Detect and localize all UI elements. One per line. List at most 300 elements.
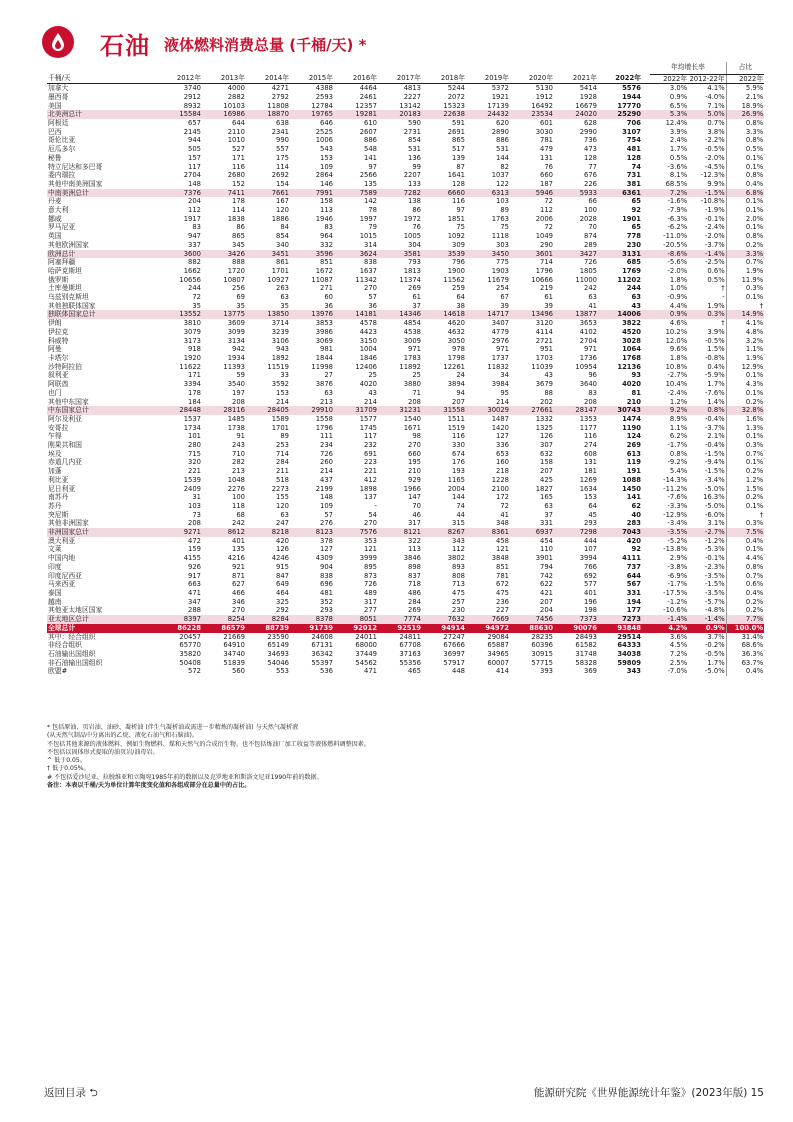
value-cell: 10954 bbox=[575, 362, 597, 371]
share-cell: 0.1% bbox=[726, 197, 764, 206]
growth-cell: 5.4% bbox=[669, 467, 688, 476]
value-cell: 43 bbox=[544, 371, 553, 380]
value-cell: 917 bbox=[188, 571, 201, 580]
value-cell: 39 bbox=[500, 301, 509, 310]
value-cell: 1487 bbox=[491, 414, 509, 423]
value-cell: 572 bbox=[188, 667, 201, 676]
value-cell: 381 bbox=[626, 179, 641, 188]
value-cell: 7456 bbox=[510, 615, 554, 624]
table-row bbox=[47, 241, 764, 250]
value-cell: 454 bbox=[540, 536, 553, 545]
growth-cell: 0.9% bbox=[688, 624, 726, 633]
value-cell: 57 bbox=[368, 293, 377, 302]
value-cell: 34740 bbox=[223, 649, 245, 658]
gap-cell bbox=[642, 84, 650, 93]
value-cell: 254 bbox=[496, 284, 509, 293]
value-cell: 1190 bbox=[622, 423, 641, 432]
value-cell: 472 bbox=[188, 536, 201, 545]
value-cell: 420 bbox=[276, 536, 289, 545]
value-cell: 67 bbox=[500, 293, 509, 302]
value-cell: 64333 bbox=[617, 641, 641, 650]
value-cell: 92 bbox=[631, 545, 641, 554]
value-cell: 401 bbox=[584, 588, 597, 597]
row-label: 伊朗 bbox=[48, 319, 62, 328]
value-cell: 153 bbox=[584, 493, 597, 502]
gap-cell bbox=[642, 580, 650, 589]
value-cell: 24020 bbox=[554, 110, 598, 119]
year-header: 2017年 bbox=[378, 74, 422, 84]
value-cell: 2976 bbox=[491, 336, 509, 345]
value-cell: 3407 bbox=[491, 319, 509, 328]
growth-cell: -0.4% bbox=[704, 414, 725, 423]
row-label: 全球总计 bbox=[47, 624, 158, 633]
value-cell: 214 bbox=[276, 397, 289, 406]
value-cell: 21669 bbox=[223, 632, 245, 641]
value-cell: 227 bbox=[496, 606, 509, 615]
value-cell: 4111 bbox=[622, 554, 641, 563]
value-cell: 43 bbox=[368, 388, 377, 397]
row-label: 利比亚 bbox=[48, 475, 69, 484]
table-row bbox=[47, 537, 764, 546]
value-cell: 109 bbox=[320, 501, 333, 510]
value-cell: 726 bbox=[320, 449, 333, 458]
share-cell: 0.4% bbox=[726, 589, 764, 598]
value-cell: 3624 bbox=[334, 250, 378, 259]
growth-cell: -1.2% bbox=[667, 597, 688, 606]
growth-cell: 3.0% bbox=[669, 84, 688, 93]
value-cell: 1064 bbox=[622, 345, 641, 354]
value-cell: 646 bbox=[320, 119, 333, 128]
year-header: 2021年 bbox=[554, 74, 598, 84]
table-row bbox=[47, 145, 764, 154]
value-cell: 9271 bbox=[158, 528, 202, 537]
value-cell: 126 bbox=[540, 432, 553, 441]
growth-cell: 12.0% bbox=[665, 336, 688, 345]
value-cell: 322 bbox=[408, 536, 421, 545]
growth-cell: 6.2% bbox=[669, 432, 688, 441]
share-cell: 1.9% bbox=[726, 267, 764, 276]
row-label: 南苏丹 bbox=[48, 493, 69, 502]
value-cell: 7991 bbox=[290, 189, 334, 198]
table-row bbox=[47, 615, 764, 624]
value-cell: 14717 bbox=[466, 310, 510, 319]
value-cell: 11374 bbox=[399, 275, 421, 284]
value-cell: 8123 bbox=[290, 528, 334, 537]
value-cell: 293 bbox=[584, 519, 597, 528]
row-label: 阿根廷 bbox=[48, 119, 69, 128]
value-cell: 8051 bbox=[334, 615, 378, 624]
value-cell: 347 bbox=[188, 597, 201, 606]
value-cell: 475 bbox=[496, 588, 509, 597]
value-cell: 59809 bbox=[617, 658, 641, 667]
growth-cell: - bbox=[722, 293, 725, 302]
share-cell: 0.3% bbox=[726, 519, 764, 528]
value-cell: 142 bbox=[364, 197, 377, 206]
value-cell: 57 bbox=[324, 510, 333, 519]
row-label: 罗马尼亚 bbox=[48, 223, 76, 232]
value-cell: 4813 bbox=[403, 84, 421, 93]
row-label: 叙利亚 bbox=[48, 371, 69, 380]
footnote-line: † 低于0.05%。 bbox=[47, 765, 90, 773]
value-cell: 12136 bbox=[617, 362, 641, 371]
value-cell: 742 bbox=[540, 571, 553, 580]
row-label: 伊拉克 bbox=[48, 327, 69, 336]
value-cell: 51839 bbox=[223, 658, 245, 667]
value-cell: 72 bbox=[544, 223, 553, 232]
value-cell: 118 bbox=[232, 501, 245, 510]
value-cell: 796 bbox=[452, 258, 465, 267]
value-cell: 1420 bbox=[491, 423, 509, 432]
value-cell: 2273 bbox=[271, 484, 289, 493]
growth-cell: -6.2% bbox=[667, 223, 688, 232]
growth-cell: -7.0% bbox=[667, 667, 688, 676]
value-cell: 86 bbox=[412, 206, 421, 215]
value-cell: 590 bbox=[408, 119, 421, 128]
value-cell: 1851 bbox=[447, 214, 465, 223]
value-cell: 196 bbox=[584, 597, 597, 606]
share-cell: 0.8% bbox=[726, 563, 764, 572]
header-gap bbox=[642, 74, 650, 84]
table-row bbox=[47, 206, 764, 215]
value-cell: 57715 bbox=[531, 658, 553, 667]
value-cell: 11519 bbox=[267, 362, 289, 371]
growth-cell: 0.7% bbox=[707, 119, 725, 128]
value-cell: 8254 bbox=[202, 615, 246, 624]
value-cell: 479 bbox=[540, 145, 553, 154]
growth-cell: -3.7% bbox=[704, 240, 725, 249]
value-cell: 793 bbox=[408, 258, 421, 267]
value-cell: 3451 bbox=[246, 250, 290, 259]
value-cell: 7298 bbox=[554, 528, 598, 537]
share-header: 占比 bbox=[726, 62, 764, 74]
value-cell: 4620 bbox=[447, 319, 465, 328]
value-cell: 37163 bbox=[399, 649, 421, 658]
table-row bbox=[47, 189, 764, 198]
growth-cell: 8.9% bbox=[669, 414, 688, 423]
value-cell: 181 bbox=[584, 467, 597, 476]
growth-cell: 4.5% bbox=[669, 641, 688, 650]
table-row bbox=[47, 667, 764, 676]
value-cell: 1745 bbox=[359, 423, 377, 432]
value-cell: 1671 bbox=[403, 423, 421, 432]
value-cell: 94 bbox=[456, 388, 465, 397]
value-cell: 84 bbox=[280, 223, 289, 232]
value-cell: 943 bbox=[276, 345, 289, 354]
value-cell: 1912 bbox=[535, 92, 553, 101]
gap-cell bbox=[642, 267, 650, 276]
value-cell: 158 bbox=[320, 197, 333, 206]
value-cell: 127 bbox=[320, 545, 333, 554]
gap-cell bbox=[642, 545, 650, 554]
value-cell: 346 bbox=[232, 597, 245, 606]
value-cell: 12784 bbox=[311, 101, 333, 110]
growth-cell: -0.5% bbox=[704, 649, 725, 658]
value-cell: 353 bbox=[364, 536, 377, 545]
value-cell: 83 bbox=[192, 223, 201, 232]
value-cell: 1796 bbox=[535, 266, 553, 275]
value-cell: 672 bbox=[496, 580, 509, 589]
value-cell: 91739 bbox=[290, 624, 334, 633]
value-cell: 4309 bbox=[315, 554, 333, 563]
gap-cell bbox=[642, 371, 650, 380]
share-cell: 3.3% bbox=[726, 250, 764, 259]
value-cell: 138 bbox=[408, 197, 421, 206]
growth-cell: -1.6% bbox=[667, 197, 688, 206]
value-cell: 28116 bbox=[202, 406, 246, 415]
value-cell: 87 bbox=[456, 162, 465, 171]
value-cell: 35 bbox=[192, 301, 201, 310]
value-cell: 109 bbox=[320, 162, 333, 171]
growth-cell: -0.1% bbox=[704, 554, 725, 563]
value-cell: 269 bbox=[408, 284, 421, 293]
gap-cell bbox=[642, 659, 650, 668]
table-row bbox=[47, 511, 764, 520]
row-label: 赤道几内亚 bbox=[48, 458, 82, 467]
value-cell: 1886 bbox=[271, 214, 289, 223]
value-cell: 4388 bbox=[315, 84, 333, 93]
value-cell: 114 bbox=[232, 206, 245, 215]
value-cell: 591 bbox=[452, 119, 465, 128]
gap-cell bbox=[642, 424, 650, 433]
value-cell: 3601 bbox=[510, 250, 554, 259]
table-row bbox=[47, 232, 764, 241]
value-cell: 726 bbox=[584, 258, 597, 267]
share-cell: 0.8% bbox=[726, 232, 764, 241]
value-cell: 1092 bbox=[447, 232, 465, 241]
value-cell: 676 bbox=[584, 171, 597, 180]
value-cell: 103 bbox=[496, 197, 509, 206]
value-cell: 1037 bbox=[491, 171, 509, 180]
table-row bbox=[47, 284, 764, 293]
value-cell: 93 bbox=[631, 371, 641, 380]
value-cell: 458 bbox=[496, 536, 509, 545]
value-cell: 72 bbox=[192, 293, 201, 302]
value-cell: 8267 bbox=[422, 528, 466, 537]
row-label: 乌兹别克斯坦 bbox=[48, 293, 89, 302]
table-row bbox=[47, 580, 764, 589]
value-cell: 117 bbox=[188, 162, 201, 171]
value-cell: 378 bbox=[320, 536, 333, 545]
value-cell: 1917 bbox=[183, 214, 201, 223]
row-label: 厄瓜多尔 bbox=[48, 145, 76, 154]
value-cell: 22638 bbox=[422, 110, 466, 119]
value-cell: 39 bbox=[544, 301, 553, 310]
gap-cell bbox=[642, 258, 650, 267]
value-cell: 4020 bbox=[359, 380, 377, 389]
value-cell: 971 bbox=[496, 345, 509, 354]
value-cell: 244 bbox=[626, 284, 641, 293]
table-row bbox=[47, 606, 764, 615]
value-cell: 198 bbox=[584, 606, 597, 615]
gap-cell bbox=[642, 128, 650, 137]
value-cell: 223 bbox=[364, 458, 377, 467]
value-cell: 401 bbox=[232, 536, 245, 545]
value-cell: 60 bbox=[324, 293, 333, 302]
value-cell: 781 bbox=[540, 136, 553, 145]
value-cell: 136 bbox=[408, 153, 421, 162]
growth-cell: 3.7% bbox=[707, 632, 725, 641]
share-cell: 0.5% bbox=[726, 145, 764, 154]
gap-cell bbox=[642, 467, 650, 476]
share-cell: 3.3% bbox=[726, 128, 764, 137]
value-cell: 4423 bbox=[359, 327, 377, 336]
value-cell: 204 bbox=[188, 197, 201, 206]
value-cell: 10807 bbox=[223, 275, 245, 284]
growth-cell: -8.6% bbox=[650, 250, 688, 259]
value-cell: 2145 bbox=[183, 127, 201, 136]
share-cell: 0.2% bbox=[726, 598, 764, 607]
value-cell: 5244 bbox=[447, 84, 465, 93]
share-cell: 0.1% bbox=[726, 389, 764, 398]
value-cell: 1577 bbox=[359, 414, 377, 423]
table-row bbox=[47, 650, 764, 659]
growth-cell: 7.2% bbox=[650, 189, 688, 198]
value-cell: 34965 bbox=[487, 649, 509, 658]
table-row bbox=[47, 119, 764, 128]
growth-cell: -1.7% bbox=[667, 580, 688, 589]
value-cell: 65887 bbox=[487, 641, 509, 650]
value-cell: 3581 bbox=[378, 250, 422, 259]
value-cell: 548 bbox=[364, 145, 377, 154]
value-cell: 1701 bbox=[271, 423, 289, 432]
value-cell: 1088 bbox=[622, 475, 641, 484]
value-cell: 11000 bbox=[575, 275, 597, 284]
value-cell: 37 bbox=[544, 510, 553, 519]
value-cell: 141 bbox=[626, 493, 641, 502]
value-cell: 2593 bbox=[315, 92, 333, 101]
value-cell: 2110 bbox=[227, 127, 245, 136]
value-cell: 4000 bbox=[227, 84, 245, 93]
value-cell: 178 bbox=[188, 388, 201, 397]
value-cell: 475 bbox=[452, 588, 465, 597]
value-cell: 882 bbox=[188, 258, 201, 267]
gap-cell bbox=[642, 293, 650, 302]
gap-cell bbox=[642, 389, 650, 398]
oil-drop-icon bbox=[42, 26, 74, 58]
value-cell: 847 bbox=[276, 571, 289, 580]
value-cell: 218 bbox=[496, 467, 509, 476]
footnote-line: * 包括原油、页岩油、油砂、凝析油 (伴生气凝析油或需进一步精炼的凝析油) 与天然气凝析液 bbox=[47, 724, 299, 731]
value-cell: 54 bbox=[368, 510, 377, 519]
share-cell: 100.0% bbox=[726, 624, 764, 633]
value-cell: 159 bbox=[188, 545, 201, 554]
table-row bbox=[47, 450, 764, 459]
value-cell: 4102 bbox=[579, 327, 597, 336]
table-row bbox=[47, 572, 764, 581]
value-cell: 1763 bbox=[491, 214, 509, 223]
growth-cell: 3.1% bbox=[707, 519, 725, 528]
gap-cell bbox=[642, 284, 650, 293]
row-label: 北美洲总计 bbox=[47, 110, 158, 119]
value-cell: 155 bbox=[276, 493, 289, 502]
value-cell: 622 bbox=[540, 580, 553, 589]
value-cell: 131 bbox=[584, 458, 597, 467]
value-cell: 1738 bbox=[227, 423, 245, 432]
value-cell: 64910 bbox=[223, 641, 245, 650]
gap-cell bbox=[642, 276, 650, 285]
growth-cell: -0.2% bbox=[704, 641, 725, 650]
value-cell: 421 bbox=[540, 588, 553, 597]
growth-cell: 0.9% bbox=[650, 310, 688, 319]
growth-cell: † bbox=[721, 319, 725, 328]
share-cell: 1.9% bbox=[726, 354, 764, 363]
value-cell: 276 bbox=[320, 519, 333, 528]
value-cell: 4520 bbox=[622, 327, 641, 336]
growth-cell: -6.3% bbox=[667, 214, 688, 223]
value-cell: 20457 bbox=[179, 632, 201, 641]
value-cell: 95 bbox=[500, 388, 509, 397]
value-cell: 63 bbox=[544, 501, 553, 510]
gap-cell bbox=[642, 154, 650, 163]
value-cell: 128 bbox=[452, 179, 465, 188]
value-cell: 1540 bbox=[403, 414, 421, 423]
row-label: 其他亚太地区国家 bbox=[48, 606, 103, 615]
growth-col-header: 2022年 bbox=[650, 74, 688, 84]
value-cell: 213 bbox=[320, 397, 333, 406]
table-row bbox=[47, 519, 764, 528]
row-label: 俄罗斯 bbox=[48, 275, 69, 284]
growth-cell: 4.2% bbox=[650, 624, 688, 633]
value-cell: 120 bbox=[276, 501, 289, 510]
table-row bbox=[47, 337, 764, 346]
gap-cell bbox=[642, 633, 650, 642]
value-cell: 103 bbox=[188, 501, 201, 510]
table-row bbox=[47, 258, 764, 267]
gap-cell bbox=[642, 232, 650, 241]
share-cell: 0.7% bbox=[726, 572, 764, 581]
value-cell: 256 bbox=[232, 284, 245, 293]
value-cell: 66 bbox=[588, 197, 597, 206]
value-cell: 3134 bbox=[227, 336, 245, 345]
gap-cell bbox=[642, 615, 650, 624]
value-cell: 77 bbox=[588, 162, 597, 171]
growth-cell: 3.9% bbox=[669, 127, 688, 136]
table-row bbox=[47, 476, 764, 485]
value-cell: 1944 bbox=[622, 92, 641, 101]
value-cell: 2227 bbox=[403, 92, 421, 101]
value-cell: 1805 bbox=[579, 266, 597, 275]
share-cell: 0.2% bbox=[726, 241, 764, 250]
value-cell: 644 bbox=[232, 119, 245, 128]
value-cell: 191 bbox=[626, 467, 641, 476]
value-cell: 926 bbox=[188, 562, 201, 571]
value-cell: 119 bbox=[626, 458, 641, 467]
back-to-contents-link[interactable]: 返回目录 ⮌ bbox=[44, 1087, 98, 1099]
table-row bbox=[47, 93, 764, 102]
growth-cell: 0.6% bbox=[707, 266, 725, 275]
value-cell: 1900 bbox=[447, 266, 465, 275]
gap-cell bbox=[642, 493, 650, 502]
value-cell: 94914 bbox=[422, 624, 466, 633]
value-cell: 838 bbox=[364, 258, 377, 267]
growth-cell: 3.6% bbox=[669, 632, 688, 641]
value-cell: 34038 bbox=[617, 649, 641, 658]
gap-cell bbox=[642, 641, 650, 650]
growth-cell: -2.7% bbox=[667, 371, 688, 380]
growth-cell: 2.4% bbox=[669, 136, 688, 145]
value-cell: 31748 bbox=[575, 649, 597, 658]
value-cell: 25 bbox=[412, 371, 421, 380]
value-cell: 97 bbox=[368, 162, 377, 171]
value-cell: 2341 bbox=[271, 127, 289, 136]
value-cell: 75 bbox=[500, 223, 509, 232]
share-cell: 1.3% bbox=[726, 424, 764, 433]
share-cell: † bbox=[726, 302, 764, 311]
value-cell: 10927 bbox=[267, 275, 289, 284]
table-row bbox=[47, 467, 764, 476]
value-cell: 473 bbox=[584, 145, 597, 154]
value-cell: 19281 bbox=[334, 110, 378, 119]
